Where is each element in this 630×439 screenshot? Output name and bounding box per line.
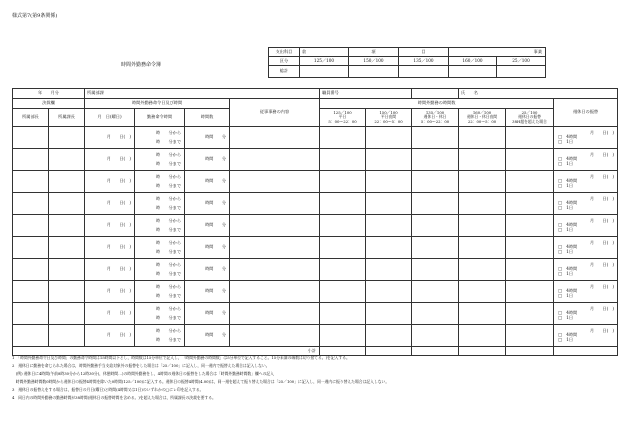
entry-time-from: 時 分から [155,327,182,333]
entry-rate-150[interactable] [366,325,412,347]
summary-category-label: 区分 [269,57,300,66]
entry-row [13,171,618,193]
summary-total-25[interactable] [497,66,546,78]
entry-rate-160[interactable] [459,215,506,237]
subtotal-25[interactable] [506,347,554,356]
entry-rate-125[interactable] [320,281,366,303]
entry-rate-25[interactable] [506,149,554,171]
entry-rate-135[interactable] [412,259,459,281]
substitute-header: 週休日の振替 [554,99,618,127]
entry-order-time[interactable] [135,303,185,325]
main-table [12,88,618,356]
subtotal-135[interactable] [412,347,459,356]
entry-section-manager-seal[interactable] [49,193,85,215]
entry-sub-4h[interactable]: □ 4時間 [558,200,578,206]
entry-rate-25[interactable] [506,127,554,149]
entry-rate-160[interactable] [459,281,506,303]
entry-rate-25[interactable] [506,237,554,259]
entry-time-to: 時 分まで [155,226,182,232]
entry-work-content[interactable] [230,149,320,171]
entry-rate-160[interactable] [459,193,506,215]
rate-125-header: 125／100 平日 5：00～22：00 [320,109,366,127]
order-time-header: 勤務命令時間 [135,109,185,127]
entry-day[interactable]: 月 日( ) [85,215,135,237]
entry-rate-150[interactable] [366,303,412,325]
entry-rate-25[interactable] [506,215,554,237]
entry-rate-160[interactable] [459,303,506,325]
entry-rate-160[interactable] [459,259,506,281]
form-title: 時間外勤務命令簿 [121,62,162,68]
order-group-header: 時間外勤務命令日及び時間 [85,99,230,109]
work-content-header: 従事事務の内容 [230,99,320,127]
form-code: 様式第7(第9条関係) [12,13,58,19]
entry-dept-manager-seal[interactable] [13,259,49,281]
summary-total-label: 総計 [269,66,300,78]
entry-rate-150[interactable] [366,237,412,259]
entry-rate-25[interactable] [506,303,554,325]
entry-time-to: 時 分まで [155,204,182,210]
entry-row [13,281,618,303]
entry-rate-135[interactable] [412,303,459,325]
entry-sub-day: 月 日( ) [589,151,615,157]
entry-time-to: 時 分まで [155,160,182,166]
entry-rate-150[interactable] [366,127,412,149]
rate-150-header: 150／100 平日夜間 22：00～5：00 [366,109,412,127]
entry-row [13,303,618,325]
entry-hours[interactable]: 時間 分 [185,215,230,237]
entry-section-manager-seal[interactable] [49,149,85,171]
entry-sub-day: 月 日( ) [589,217,615,223]
entry-substitute[interactable] [554,281,618,303]
entry-section-manager-seal[interactable] [49,171,85,193]
entry-rate-150[interactable] [366,215,412,237]
entry-row [13,325,618,347]
entry-hours[interactable]: 時間 分 [185,193,230,215]
entry-rate-125[interactable] [320,127,366,149]
entry-substitute[interactable] [554,237,618,259]
entry-time-to: 時 分まで [155,138,182,144]
entry-hours[interactable]: 時間 分 [185,171,230,193]
summary-jigyo[interactable]: 事業 [449,48,546,57]
entry-order-time[interactable] [135,259,185,281]
entry-rate-150[interactable] [366,149,412,171]
entry-rate-135[interactable] [412,281,459,303]
entry-time-from: 時 分から [155,217,182,223]
entry-sub-day: 月 日( ) [589,195,615,201]
entry-rate-135[interactable] [412,237,459,259]
entry-work-content[interactable] [230,303,320,325]
entry-section-manager-seal[interactable] [49,215,85,237]
entry-order-time[interactable] [135,171,185,193]
entry-work-content[interactable] [230,127,320,149]
entry-sub-day: 月 日( ) [589,305,615,311]
entry-dept-manager-seal[interactable] [13,303,49,325]
entry-hours[interactable]: 時間 分 [185,237,230,259]
entry-rate-25[interactable] [506,259,554,281]
entry-hours[interactable]: 時間 分 [185,259,230,281]
rate-135-header: 135／100 週休日・休日 5：00～22：00 [412,109,459,127]
entry-sub-day: 月 日( ) [589,283,615,289]
entry-time-from: 時 分から [155,129,182,135]
summary-total-125[interactable] [300,66,349,78]
entry-row [13,237,618,259]
entry-row [13,149,618,171]
entry-rate-135[interactable] [412,193,459,215]
entry-dept-manager-seal[interactable] [13,281,49,303]
summary-rate-150: 150／100 [349,57,399,66]
entry-work-content[interactable] [230,237,320,259]
entry-time-from: 時 分から [155,261,182,267]
entry-rate-125[interactable] [320,259,366,281]
entry-rate-135[interactable] [412,171,459,193]
entry-sub-day: 月 日( ) [589,239,615,245]
entry-day[interactable]: 月 日( ) [85,171,135,193]
entry-order-time[interactable] [135,281,185,303]
entry-section-manager-seal[interactable] [49,237,85,259]
entry-dept-manager-seal[interactable] [13,237,49,259]
summary-budget-label: 支出科目 [269,48,300,57]
entry-substitute[interactable] [554,215,618,237]
entry-rate-25[interactable] [506,281,554,303]
entry-hours[interactable]: 時間 分 [185,325,230,347]
staff-no-field[interactable] [412,89,459,99]
entry-substitute[interactable] [554,193,618,215]
entry-row [13,215,618,237]
entry-sub-1d[interactable]: □ 1日 [558,160,574,166]
entry-rate-25[interactable] [506,193,554,215]
summary-total-135[interactable] [399,66,449,78]
entry-day[interactable]: 月 日( ) [85,149,135,171]
entry-sub-1d[interactable]: □ 1日 [558,138,574,144]
entry-row [13,193,618,215]
entry-sub-4h[interactable]: □ 4時間 [558,288,578,294]
dept-manager-header: 所属部長 [13,109,49,127]
entry-sub-4h[interactable]: □ 4時間 [558,310,578,316]
entry-rate-135[interactable] [412,127,459,149]
entry-order-time[interactable] [135,149,185,171]
summary-rate-25: 25／100 [497,57,546,66]
entry-rate-25[interactable] [506,325,554,347]
entry-sub-1d[interactable]: □ 1日 [558,336,574,342]
entry-order-time[interactable] [135,325,185,347]
entry-work-content[interactable] [230,171,320,193]
entry-rate-160[interactable] [459,325,506,347]
entry-section-manager-seal[interactable] [49,325,85,347]
summary-rate-135: 135／100 [399,57,449,66]
summary-kou[interactable]: 項 [349,48,399,57]
entry-substitute[interactable] [554,149,618,171]
entry-substitute[interactable] [554,325,618,347]
entry-sub-4h[interactable]: □ 4時間 [558,244,578,250]
entry-rate-150[interactable] [366,259,412,281]
entry-rate-125[interactable] [320,193,366,215]
entry-work-content[interactable] [230,325,320,347]
entry-hours[interactable]: 時間 分 [185,149,230,171]
entry-order-time[interactable] [135,215,185,237]
year-month[interactable]: 年 月分 [13,89,85,99]
entry-hours[interactable]: 時間 分 [185,281,230,303]
entry-sub-1d[interactable]: □ 1日 [558,182,574,188]
entry-rate-125[interactable] [320,303,366,325]
entry-dept-manager-seal[interactable] [13,215,49,237]
entry-day[interactable]: 月 日( ) [85,303,135,325]
note-line: 1 「時間外勤務命令日及び時間」の勤務命令時間は15時間以下とし，時間数は15分単位で記入し，「時間外勤務の時間数」は5分単位で記入すること。15分未満の端数は切り捨てる。)を記入する。 [12,355,350,360]
section-manager-header: 所属課長 [49,109,85,127]
entry-sub-1d[interactable]: □ 1日 [558,226,574,232]
entry-day[interactable]: 月 日( ) [85,325,135,347]
entry-order-time[interactable] [135,237,185,259]
name-label: 氏 名 [459,89,618,99]
entry-section-manager-seal[interactable] [49,303,85,325]
entry-substitute[interactable] [554,259,618,281]
entry-dept-manager-seal[interactable] [13,193,49,215]
note-line: 時間外勤務時間数0時間から週休日の振替4時間を除いた0時間(125／100)に記入する。週休日の振替4時間(4.00)は，同一週を超えて振り替えた場合は「25／100」に記入し，同一週内に振り替えた場合は記入しない。 [12,379,390,384]
entry-day[interactable]: 月 日( ) [85,281,135,303]
entry-rate-125[interactable] [320,325,366,347]
summary-kan[interactable]: 款 [300,48,349,57]
entry-section-manager-seal[interactable] [49,281,85,303]
entry-sub-4h[interactable]: □ 4時間 [558,178,578,184]
entry-order-time[interactable] [135,127,185,149]
entry-section-manager-seal[interactable] [49,127,85,149]
entry-time-to: 時 分まで [155,270,182,276]
entry-rate-160[interactable] [459,237,506,259]
entry-rate-150[interactable] [366,281,412,303]
entry-rate-125[interactable] [320,171,366,193]
entry-hours[interactable]: 時間 分 [185,303,230,325]
day-header: 月 日(曜日) [85,109,135,127]
summary-total-150[interactable] [349,66,399,78]
note-line: 2 週休日に勤務を命じられた場合は，時間外勤務手当支給対象外の振替をした場合は「25／100」に記入し，同一週内で振替えた場合は記入しない。 [12,363,270,368]
summary-rate-125: 125／100 [300,57,349,66]
entry-substitute[interactable] [554,127,618,149]
approval-header: 決裁欄 [13,99,85,109]
entry-work-content[interactable] [230,193,320,215]
entry-sub-4h[interactable]: □ 4時間 [558,332,578,338]
entry-substitute[interactable] [554,171,618,193]
entry-rate-150[interactable] [366,171,412,193]
entry-time-from: 時 分から [155,173,182,179]
entry-sub-day: 月 日( ) [589,129,615,135]
entry-sub-1d[interactable]: □ 1日 [558,270,574,276]
entry-time-from: 時 分から [155,151,182,157]
note-line: 3 週休日の振替えをする場合は，振替日の月日(曜日)と時間(4時間又は1日)のいずれかの□にレ印を記入する。 [12,387,204,392]
entry-section-manager-seal[interactable] [49,259,85,281]
entry-rate-25[interactable] [506,171,554,193]
subtotal-label: 小計 [13,347,320,356]
entry-time-to: 時 分まで [155,336,182,342]
entry-time-to: 時 分まで [155,182,182,188]
subtotal-160[interactable] [459,347,506,356]
summary-table [268,47,546,78]
entry-time-to: 時 分まで [155,314,182,320]
entry-day[interactable]: 月 日( ) [85,237,135,259]
entry-dept-manager-seal[interactable] [13,127,49,149]
entry-dept-manager-seal[interactable] [13,149,49,171]
entry-day[interactable]: 月 日( ) [85,259,135,281]
note-line: 4 同日内の時間外勤務の勤務時間が38時間(週休日の振替時間を含める。)を超えた場合は，所属課長の決裁を要する。 [12,395,216,400]
entry-hours[interactable]: 時間 分 [185,127,230,149]
entry-time-from: 時 分から [155,195,182,201]
entry-substitute[interactable] [554,303,618,325]
entry-order-time[interactable] [135,193,185,215]
entry-time-from: 時 分から [155,283,182,289]
entry-dept-manager-seal[interactable] [13,325,49,347]
entry-row [13,127,618,149]
entry-dept-manager-seal[interactable] [13,171,49,193]
entry-sub-4h[interactable]: □ 4時間 [558,222,578,228]
subtotal-sub [554,347,618,356]
entry-rate-125[interactable] [320,215,366,237]
entry-sub-1d[interactable]: □ 1日 [558,248,574,254]
entry-work-content[interactable] [230,281,320,303]
entry-work-content[interactable] [230,259,320,281]
entry-sub-1d[interactable]: □ 1日 [558,292,574,298]
entry-rate-160[interactable] [459,171,506,193]
entry-sub-4h[interactable]: □ 4時間 [558,266,578,272]
entry-row [13,259,618,281]
entry-rate-160[interactable] [459,149,506,171]
summary-rate-160: 160／100 [449,57,497,66]
entry-rate-160[interactable] [459,127,506,149]
summary-total-160[interactable] [449,66,497,78]
note-line: (例) 週休日に4時間(午前8時30分から12時30分)，休憩時間…)の時間外勤務をし，4時間の週休日の振替をした場合は「時間外勤務時間数」欄への記入 [12,371,274,376]
entry-time-from: 時 分から [155,305,182,311]
entry-sub-4h[interactable]: □ 4時間 [558,134,578,140]
entry-sub-day: 月 日( ) [589,261,615,267]
entry-sub-4h[interactable]: □ 4時間 [558,156,578,162]
summary-moku[interactable]: 目 [399,48,449,57]
entry-time-from: 時 分から [155,239,182,245]
entry-rate-125[interactable] [320,237,366,259]
entry-rate-135[interactable] [412,215,459,237]
dept-label: 所属部課 [85,89,320,99]
rate-25-header: 25／100 週休日の振替 38H超を超えた場合 [506,109,554,127]
entry-day[interactable]: 月 日( ) [85,193,135,215]
entry-sub-day: 月 日( ) [589,327,615,333]
hours-header: 時間数 [185,109,230,127]
entry-day[interactable]: 月 日( ) [85,127,135,149]
entry-time-to: 時 分まで [155,248,182,254]
entry-rate-125[interactable] [320,149,366,171]
entry-sub-1d[interactable]: □ 1日 [558,204,574,210]
entry-rate-150[interactable] [366,193,412,215]
subtotal-150[interactable] [366,347,412,356]
entry-rate-135[interactable] [412,325,459,347]
entry-work-content[interactable] [230,215,320,237]
entry-time-to: 時 分まで [155,292,182,298]
entry-rate-135[interactable] [412,149,459,171]
rate-160-header: 160／100 週休日・休日夜間 22：00～5：00 [459,109,506,127]
entry-sub-day: 月 日( ) [589,173,615,179]
entry-sub-1d[interactable]: □ 1日 [558,314,574,320]
staff-no-label: 職員番号 [320,89,412,99]
time-group-header: 時間外勤務の時間数 [320,99,554,109]
